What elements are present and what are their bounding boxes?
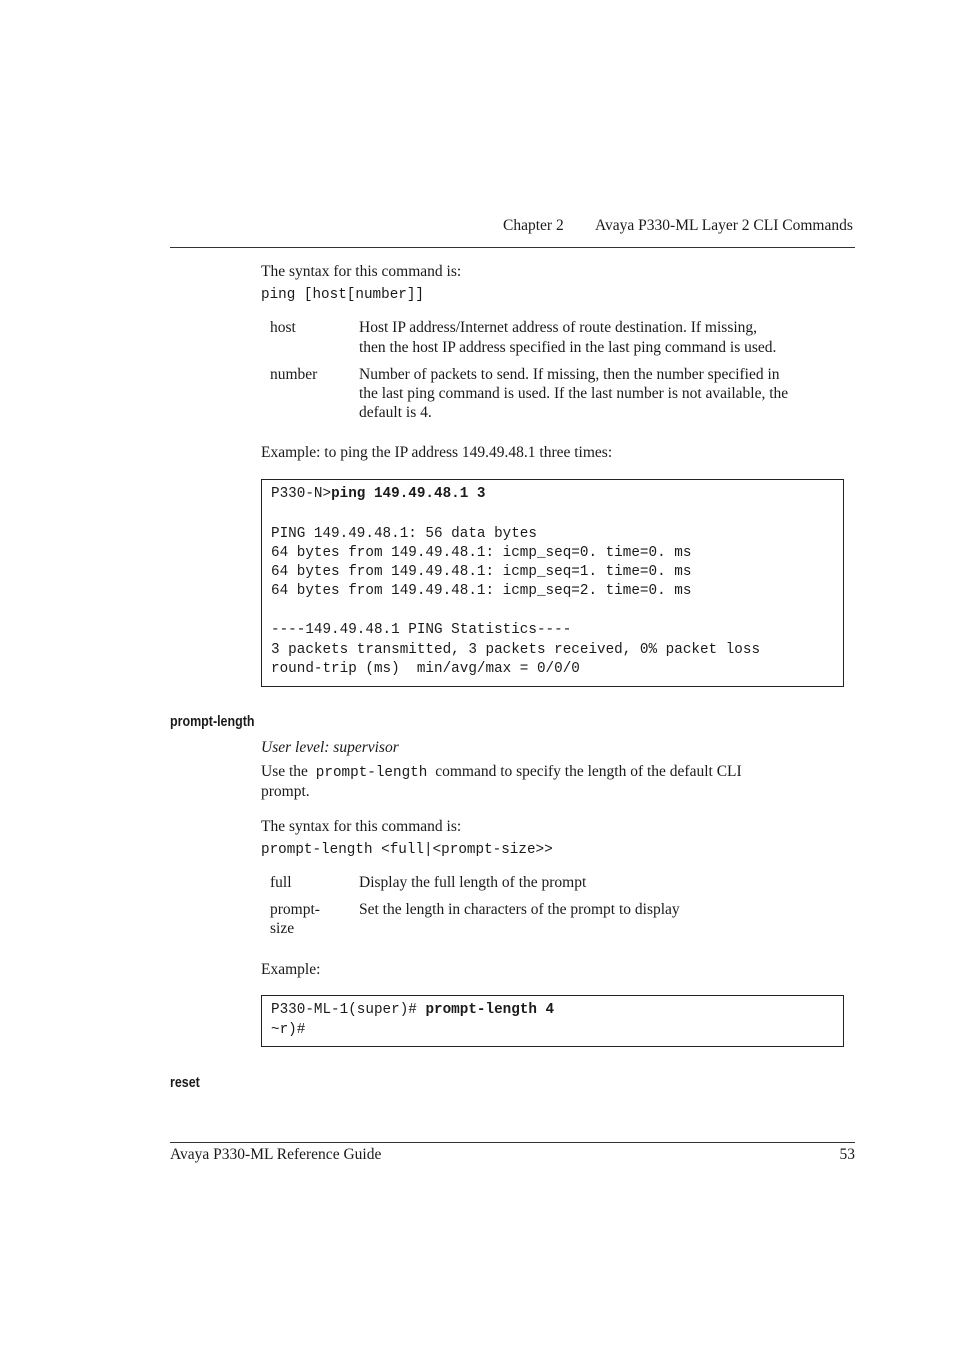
section-heading-reset: reset — [170, 1075, 200, 1091]
ping-code-block — [261, 479, 844, 687]
ping-syntax-intro: The syntax for this command is: — [261, 263, 462, 280]
param-name-full: full — [270, 874, 292, 891]
footer-rule — [170, 1142, 855, 1143]
header-rule — [170, 247, 855, 248]
code-line-command: P330-N>ping 149.49.48.1 3 — [271, 486, 486, 502]
page-number: 53 — [839, 1146, 855, 1163]
param-name-prompt-size: prompt- size — [270, 901, 320, 937]
param-desc-number: Number of packets to send. If missing, then the number specified in the last ping command is used. If the last number is not available, the default is 4. — [359, 366, 789, 421]
prompt-length-description: Use the prompt-length command to specify the length of the default CLI — [261, 763, 742, 781]
section-heading-prompt-length: prompt-length — [170, 714, 255, 730]
ping-syntax: ping [host[number]] — [261, 287, 425, 303]
prompt-syntax: prompt-length <full|<prompt-size>> — [261, 842, 553, 858]
prompt-code-block — [261, 995, 844, 1047]
param-desc-prompt-size: Set the length in characters of the prompt to display — [359, 901, 680, 918]
code-line: 64 bytes from 149.49.48.1: icmp_seq=2. time=0. ms — [271, 583, 692, 599]
code-line: ~r)# — [271, 1022, 306, 1038]
user-level: User level: supervisor — [261, 739, 399, 756]
code-line-command: P330-ML-1(super)# prompt-length 4 — [271, 1002, 555, 1018]
param-name-number: number — [270, 366, 318, 383]
code-line: PING 149.49.48.1: 56 data bytes — [271, 526, 537, 542]
code-line: 64 bytes from 149.49.48.1: icmp_seq=0. time=0. ms — [271, 545, 692, 561]
param-desc-host: Host IP address/Internet address of route destination. If missing, then the host IP address specified in the last ping command is used. — [359, 319, 777, 356]
footer-guide-title: Avaya P330-ML Reference Guide — [170, 1146, 382, 1163]
prompt-example-intro: Example: — [261, 961, 321, 978]
ping-example-intro: Example: to ping the IP address 149.49.48.1 three times: — [261, 444, 613, 461]
prompt-syntax-intro: The syntax for this command is: — [261, 818, 462, 835]
chapter-label: Chapter 2 — [503, 217, 564, 234]
param-name-host: host — [270, 319, 296, 336]
prompt-length-description-line2: prompt. — [261, 783, 310, 800]
code-line: ----149.49.48.1 PING Statistics---- — [271, 622, 572, 638]
code-line: 64 bytes from 149.49.48.1: icmp_seq=1. time=0. ms — [271, 564, 692, 580]
chapter-title: Avaya P330-ML Layer 2 CLI Commands — [595, 217, 853, 234]
code-line: 3 packets transmitted, 3 packets received, 0% packet loss — [271, 642, 761, 658]
code-line: round-trip (ms) min/avg/max = 0/0/0 — [271, 661, 580, 677]
param-desc-full: Display the full length of the prompt — [359, 874, 587, 891]
